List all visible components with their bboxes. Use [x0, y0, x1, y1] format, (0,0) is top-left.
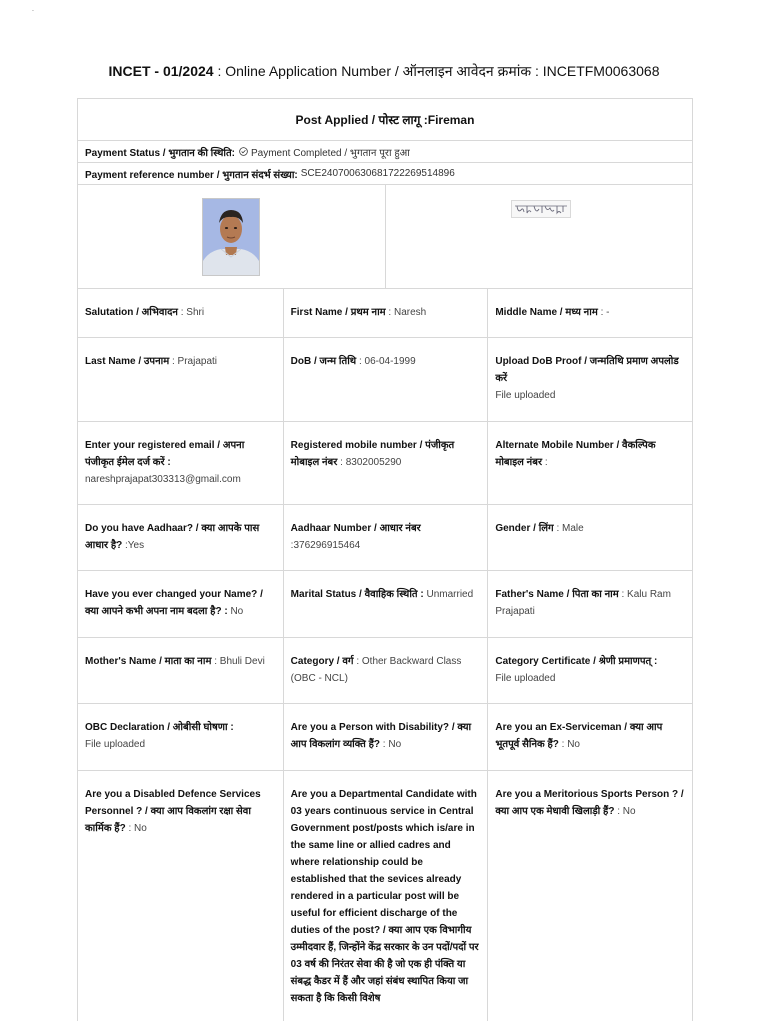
post-applied-label: Post Applied / पोस्ट लागू : — [295, 113, 428, 127]
ex-serviceman-value: : No — [558, 739, 580, 750]
father-name-label: Father's Name / पिता का नाम — [495, 589, 619, 600]
departmental-candidate-field — [283, 771, 488, 1021]
dob-proof-field — [487, 338, 692, 421]
alternate-mobile-field — [487, 422, 692, 504]
candidate-signature — [511, 200, 571, 218]
father-name-value: : Kalu Ram Prajapati — [495, 589, 671, 617]
disabled-defence-value: : No — [125, 823, 147, 834]
signature-cell — [385, 185, 692, 288]
dob-value: : 06-04-1999 — [356, 356, 416, 367]
has-aadhaar-field — [78, 505, 283, 570]
dob-field — [283, 338, 488, 421]
has-aadhaar-label: Do you have Aadhaar? / क्या आपके पास आधार है? — [85, 523, 260, 551]
gender-label: Gender / लिंग — [495, 523, 554, 534]
aadhaar-number-value: :376296915464 — [290, 540, 361, 551]
middle-name-field — [487, 289, 692, 337]
salutation-value: : Shri — [177, 307, 205, 318]
marital-status-value: Unmarried — [423, 589, 474, 600]
marital-status-field — [283, 571, 488, 637]
sports-person-field — [487, 771, 692, 1021]
first-name-value: : Naresh — [385, 307, 427, 318]
form-row-4 — [78, 505, 692, 571]
alternate-mobile-label: Alternate Mobile Number / वैकल्पिक मोबाइल नंबर — [495, 440, 656, 468]
obc-declaration-field — [78, 704, 283, 770]
mother-name-label: Mother's Name / माता का नाम — [85, 656, 212, 667]
application-number: : Online Application Number / ऑनलाइन आवेदन क्रमांक : INCETFM0063068 — [213, 63, 660, 79]
ex-serviceman-label: Are you an Ex-Serviceman / क्या आप भूतपूर्व सैनिक हैं? — [495, 722, 663, 750]
post-applied-row — [78, 99, 692, 141]
alternate-mobile-value: : — [542, 457, 548, 468]
payment-status-value: Payment Completed / भुगतान पूरा हुआ — [250, 147, 410, 159]
form-row-5 — [78, 571, 692, 638]
disabled-defence-field — [78, 771, 283, 1021]
last-name-value: : Prajapati — [169, 356, 218, 367]
photo-signature-row — [78, 185, 692, 289]
candidate-photo — [202, 198, 260, 276]
mobile-value: : 8302005290 — [337, 457, 402, 468]
category-certificate-value: File uploaded — [495, 673, 556, 684]
category-field — [283, 638, 488, 703]
form-row-8 — [78, 771, 692, 1021]
dob-proof-label: Upload DoB Proof / जन्मतिथि प्रमाण अपलोड करें — [495, 356, 679, 384]
name-changed-field — [78, 571, 283, 637]
dob-proof-value: File uploaded — [495, 390, 556, 401]
form-row-7 — [78, 704, 692, 771]
first-name-field — [283, 289, 488, 337]
payment-status-label: Payment Status / भुगतान की स्थिति: — [85, 147, 235, 159]
payment-reference-row — [78, 163, 692, 185]
disability-label: Are you a Person with Disability? / क्या आप विकलांग व्यक्ति हैं? — [290, 722, 472, 750]
email-field — [78, 422, 283, 504]
disability-field — [283, 704, 488, 770]
mobile-label: Registered mobile number / पंजीकृत मोबाइल नंबर — [290, 440, 455, 468]
form-row-3 — [78, 422, 692, 505]
sports-person-value: : No — [614, 806, 636, 817]
name-changed-label: Have you ever changed your Name? / क्या आपने कभी अपना नाम बदला है? : — [85, 589, 263, 617]
form-row-1 — [78, 289, 692, 338]
middle-name-value: : - — [597, 307, 610, 318]
aadhaar-number-field — [283, 505, 488, 570]
category-certificate-label: Category Certificate / श्रेणी प्रमाणपत् : — [495, 656, 658, 667]
category-certificate-field — [487, 638, 692, 703]
ex-serviceman-field — [487, 704, 692, 770]
first-name-label: First Name / प्रथम नाम — [290, 307, 386, 318]
sports-person-label: Are you a Meritorious Sports Person ? / क्या आप एक मेधावी खिलाड़ी हैं? — [495, 789, 684, 817]
payment-status-row — [78, 141, 692, 163]
photo-cell — [78, 185, 385, 288]
page-marker: . — [32, 6, 34, 13]
last-name-label: Last Name / उपनाम — [85, 356, 170, 367]
name-changed-value: No — [227, 606, 244, 617]
email-value: nareshprajapat303313@gmail.com — [85, 474, 241, 485]
salutation-field — [78, 289, 283, 337]
post-applied-value: Fireman — [427, 112, 475, 127]
category-value: : Other Backward Class (OBC - NCL) — [290, 656, 462, 684]
mother-name-value: : Bhuli Devi — [211, 656, 265, 667]
disability-value: : No — [380, 739, 402, 750]
application-heading — [0, 62, 768, 81]
check-circle-icon — [239, 147, 248, 156]
form-row-6 — [78, 638, 692, 704]
gender-field — [487, 505, 692, 570]
father-name-field — [487, 571, 692, 637]
salutation-label: Salutation / अभिवादन — [85, 307, 178, 318]
aadhaar-number-label: Aadhaar Number / आधार नंबर — [290, 523, 421, 534]
exam-code: INCET - 01/2024 — [108, 63, 214, 79]
middle-name-label: Middle Name / मध्य नाम — [495, 307, 598, 318]
gender-value: : Male — [553, 523, 584, 534]
dob-label: DoB / जन्म तिथि — [290, 356, 357, 367]
departmental-candidate-label: Are you a Departmental Candidate with 03 years continuous service in Central Government post/posts which is/are in the same line or allied cadres and where relationship could be established that the sevices already rendered in a particular post will be useful for efficient discharge of the duties of the post? / क्या आप एक विभागीय उम्मीदवार हैं, जिन्होंने केंद्र सरकार के उन पदों/पदों पर 03 वर्ष की निरंतर सेवा की है जो एक ही पंक्ति या संबद्ध कैडर में हैं और जहां संबंध स्थापित किया जा सकता है कि किसी विशेष — [290, 789, 479, 1004]
marital-status-label: Marital Status / वैवाहिक स्थिति : — [290, 589, 424, 600]
has-aadhaar-value: :Yes — [122, 540, 145, 551]
mobile-field — [283, 422, 488, 504]
payment-reference-label: Payment reference number / भुगतान संदर्भ संख्या: — [85, 169, 298, 181]
obc-declaration-value: File uploaded — [85, 739, 146, 750]
form-row-2 — [78, 338, 692, 422]
last-name-field — [78, 338, 283, 421]
email-label: Enter your registered email / अपना पंजीकृत ईमेल दर्ज करें : — [85, 440, 245, 468]
payment-reference-value: SCE240700630681722269514896 — [300, 168, 455, 179]
disabled-defence-label: Are you a Disabled Defence Services Personnel ? / क्या आप विकलांग रक्षा सेवा कार्मिक हैं? — [85, 789, 261, 834]
obc-declaration-label: OBC Declaration / ओबीसी घोषणा : — [85, 722, 234, 733]
category-label: Category / वर्ग — [290, 656, 354, 667]
application-form — [77, 98, 693, 1021]
mother-name-field — [78, 638, 283, 703]
